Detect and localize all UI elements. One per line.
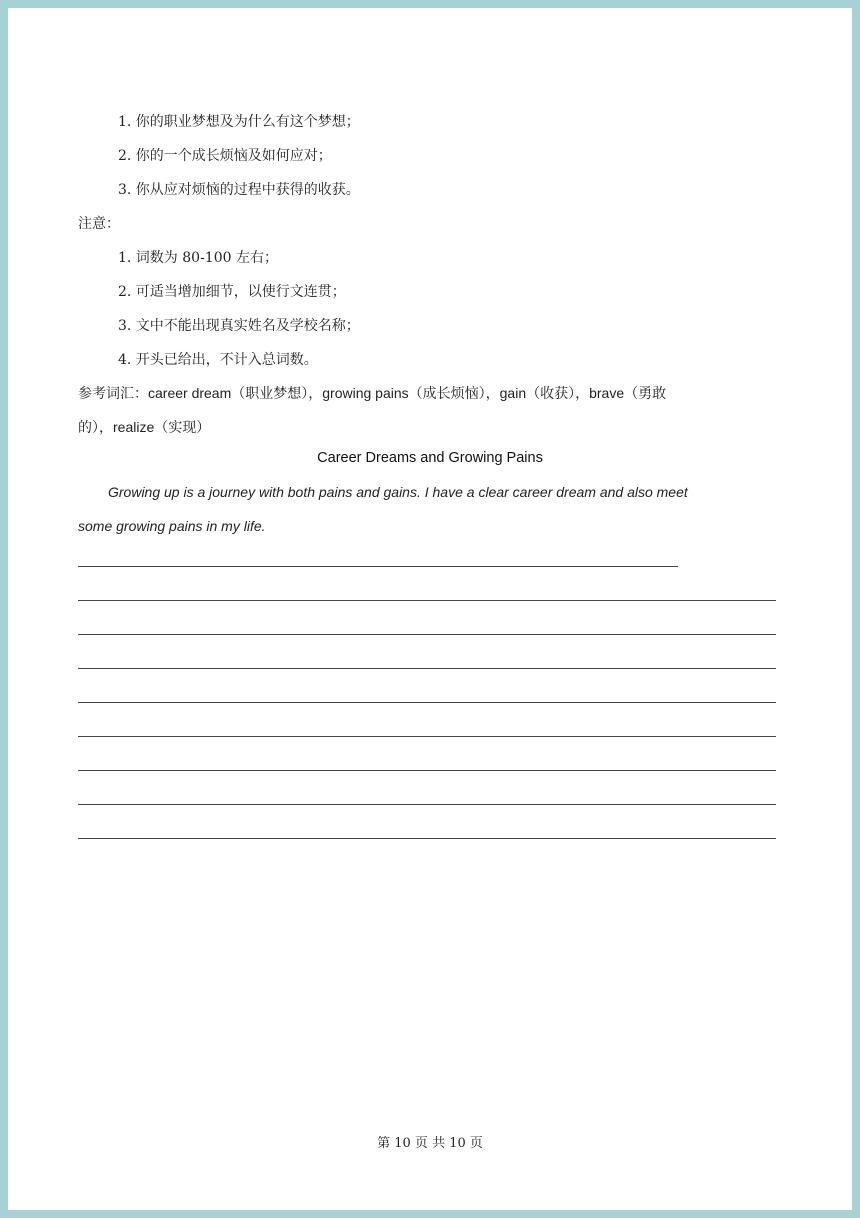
writing-line [78,770,776,771]
writing-line [78,702,776,703]
essay-opening-line-2: some growing pains in my life. [78,518,266,534]
writing-line [78,804,776,805]
vocabulary-line-2: 的），realize（实现） [78,419,211,435]
essay-opening-line-1: Growing up is a journey with both pains and gains. I have a clear career dream and also meet [108,484,688,500]
page-footer: 第 10 页 共 10 页 [377,1136,483,1151]
note-2: 2. 可适当增加细节，以使行文连贯； [118,284,346,300]
document-page [8,8,852,1210]
note-1: 1. 词数为 80-100 左右； [118,250,278,266]
essay-title: Career Dreams and Growing Pains [317,450,543,466]
notes-label: 注意： [78,216,120,232]
requirement-1: 1. 你的职业梦想及为什么有这个梦想； [118,114,360,130]
writing-line [78,736,776,737]
requirement-3: 3. 你从应对烦恼的过程中获得的收获。 [118,182,360,198]
writing-line [78,838,776,839]
requirement-2: 2. 你的一个成长烦恼及如何应对； [118,148,332,164]
writing-line [78,600,776,601]
writing-line [78,668,776,669]
vocabulary-line-1: 参考词汇：career dream（职业梦想），growing pains（成长烦恼），gain（收获），brave（勇敢 [78,385,667,401]
note-3: 3. 文中不能出现真实姓名及学校名称； [118,318,360,334]
writing-line [78,634,776,635]
note-4: 4. 开头已给出，不计入总词数。 [118,352,318,368]
writing-line [78,566,678,567]
